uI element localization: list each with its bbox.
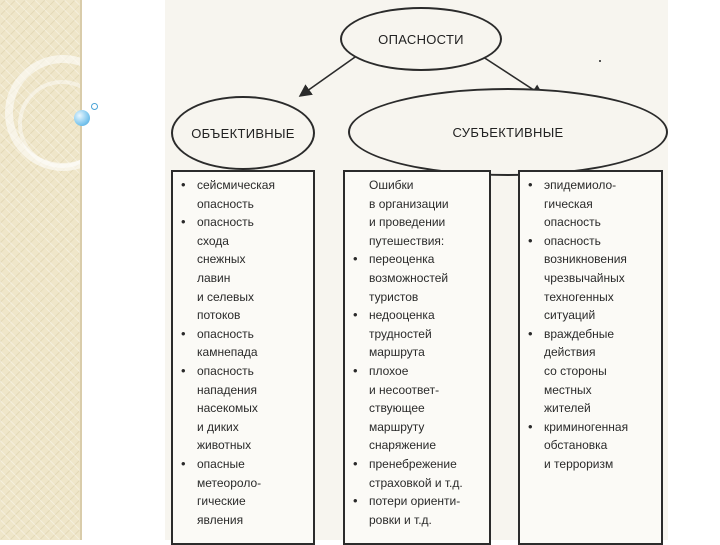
text-line	[530, 455, 655, 474]
line-text: опасность	[197, 196, 254, 211]
line-text: и селевых	[197, 289, 254, 304]
line-text: • плохое	[369, 363, 409, 378]
text-line	[183, 418, 307, 437]
line-text: • потери ориенти-	[369, 494, 461, 509]
text-line	[183, 436, 307, 455]
text-line	[355, 418, 483, 437]
line-text: • опасность	[544, 233, 601, 248]
line-text: трудностей	[369, 326, 432, 341]
branch-objective-node	[171, 96, 315, 170]
text-line	[183, 343, 307, 362]
text-line	[530, 213, 655, 232]
text-line	[530, 343, 655, 362]
text-line	[355, 399, 483, 418]
line-text: • пренебрежение	[369, 456, 457, 471]
line-text: маршрута	[369, 345, 425, 360]
text-line	[183, 474, 307, 493]
line-text: жителей	[544, 401, 591, 416]
line-text: снежных	[197, 252, 246, 267]
line-text: Ошибки	[369, 178, 414, 192]
line-text: насекомых	[197, 401, 258, 416]
text-line	[183, 381, 307, 400]
text-line	[355, 325, 483, 344]
bubble-decoration-small	[91, 103, 98, 110]
bullet-line	[355, 362, 483, 381]
line-text: страховкой и т.д.	[369, 475, 463, 490]
line-text: в организации	[369, 196, 449, 211]
bullet-line	[530, 325, 655, 344]
text-line	[183, 269, 307, 288]
text-line	[355, 213, 483, 232]
line-text: лавин	[197, 270, 231, 285]
text-line	[530, 381, 655, 400]
text-line	[183, 306, 307, 325]
decorative-arc-inner	[18, 80, 106, 168]
text-line	[530, 195, 655, 214]
line-text: • опасность	[197, 363, 254, 378]
bullet-line	[183, 325, 307, 344]
text-line	[355, 511, 483, 530]
line-text: снаряжение	[369, 438, 437, 453]
line-text: • опасность	[197, 326, 254, 341]
line-text: явления	[197, 512, 244, 527]
line-text: и проведении	[369, 215, 446, 230]
line-text: и несоответ-	[369, 382, 440, 397]
line-text: камнепада	[197, 345, 258, 360]
bullet-line	[183, 455, 307, 474]
line-text: гическая	[544, 196, 593, 211]
line-text: чрезвычайных	[544, 270, 625, 285]
bullet-line	[530, 418, 655, 437]
text-line	[355, 288, 483, 307]
line-text: со стороны	[544, 363, 607, 378]
text-line	[530, 250, 655, 269]
bubble-decoration	[74, 110, 90, 126]
line-text: и диких	[197, 419, 239, 434]
line-text: опасность	[544, 215, 601, 230]
line-text: и терроризм	[544, 456, 614, 471]
line-text: ствующее	[369, 401, 425, 416]
bullet-line	[183, 362, 307, 381]
text-line	[355, 269, 483, 288]
line-text: обстановка	[544, 438, 608, 453]
root-label: ОПАСНОСТИ	[378, 31, 464, 47]
branch-subjective-node	[348, 88, 668, 176]
column-objective	[171, 170, 315, 545]
bullet-line	[183, 176, 307, 195]
text-line	[530, 269, 655, 288]
line-text: действия	[544, 345, 596, 360]
text-line	[530, 306, 655, 325]
bullet-line	[183, 213, 307, 232]
line-text: возможностей	[369, 270, 449, 285]
column-subjective-errors	[343, 170, 491, 545]
root-node	[340, 7, 502, 71]
line-text: туристов	[369, 289, 419, 304]
text-line	[355, 195, 483, 214]
text-line	[355, 176, 483, 195]
bullet-line	[530, 176, 655, 195]
line-text: местных	[544, 382, 592, 397]
line-text: ситуаций	[544, 308, 596, 323]
line-text: животных	[197, 438, 252, 453]
scan-speck	[599, 60, 601, 62]
bullet-line	[530, 232, 655, 251]
side-divider	[80, 0, 82, 540]
line-text: маршруту	[369, 419, 425, 434]
text-line	[183, 399, 307, 418]
line-text: возникновения	[544, 252, 627, 267]
line-text: метеороло-	[197, 475, 262, 490]
diagram-scan	[165, 0, 668, 540]
line-text: • криминогенная	[544, 419, 629, 434]
line-text: нападения	[197, 382, 257, 397]
bullet-line	[355, 306, 483, 325]
branch-objective-label: ОБЪЕКТИВНЫЕ	[191, 125, 295, 141]
text-line	[355, 474, 483, 493]
line-text: • недооценка	[369, 308, 435, 323]
text-line	[183, 492, 307, 511]
text-line	[355, 436, 483, 455]
text-line	[183, 232, 307, 251]
line-text: техногенных	[544, 289, 614, 304]
column-subjective-other	[518, 170, 663, 545]
text-line	[530, 362, 655, 381]
text-line	[355, 232, 483, 251]
line-text: • переоценка	[369, 252, 435, 267]
line-text: схода	[197, 233, 229, 248]
line-text: гические	[197, 494, 246, 509]
text-line	[183, 511, 307, 530]
text-line	[355, 343, 483, 362]
line-text: путешествия:	[369, 233, 445, 248]
text-line	[530, 436, 655, 455]
text-line	[355, 381, 483, 400]
text-line	[183, 195, 307, 214]
line-text: • враждебные	[544, 326, 615, 341]
decorative-side-panel	[0, 0, 80, 540]
bullet-line	[355, 492, 483, 511]
line-text: • опасные	[197, 456, 245, 471]
line-text: • сейсмическая	[197, 178, 275, 192]
text-line	[530, 399, 655, 418]
branch-subjective-label: СУБЪЕКТИВНЫЕ	[452, 124, 564, 140]
text-line	[183, 250, 307, 269]
text-line	[530, 288, 655, 307]
line-text: потоков	[197, 308, 241, 323]
line-text: • опасность	[197, 215, 254, 230]
bullet-line	[355, 455, 483, 474]
line-text: • эпидемиоло-	[544, 178, 617, 192]
line-text: ровки и т.д.	[369, 512, 432, 527]
text-line	[183, 288, 307, 307]
bullet-line	[355, 250, 483, 269]
